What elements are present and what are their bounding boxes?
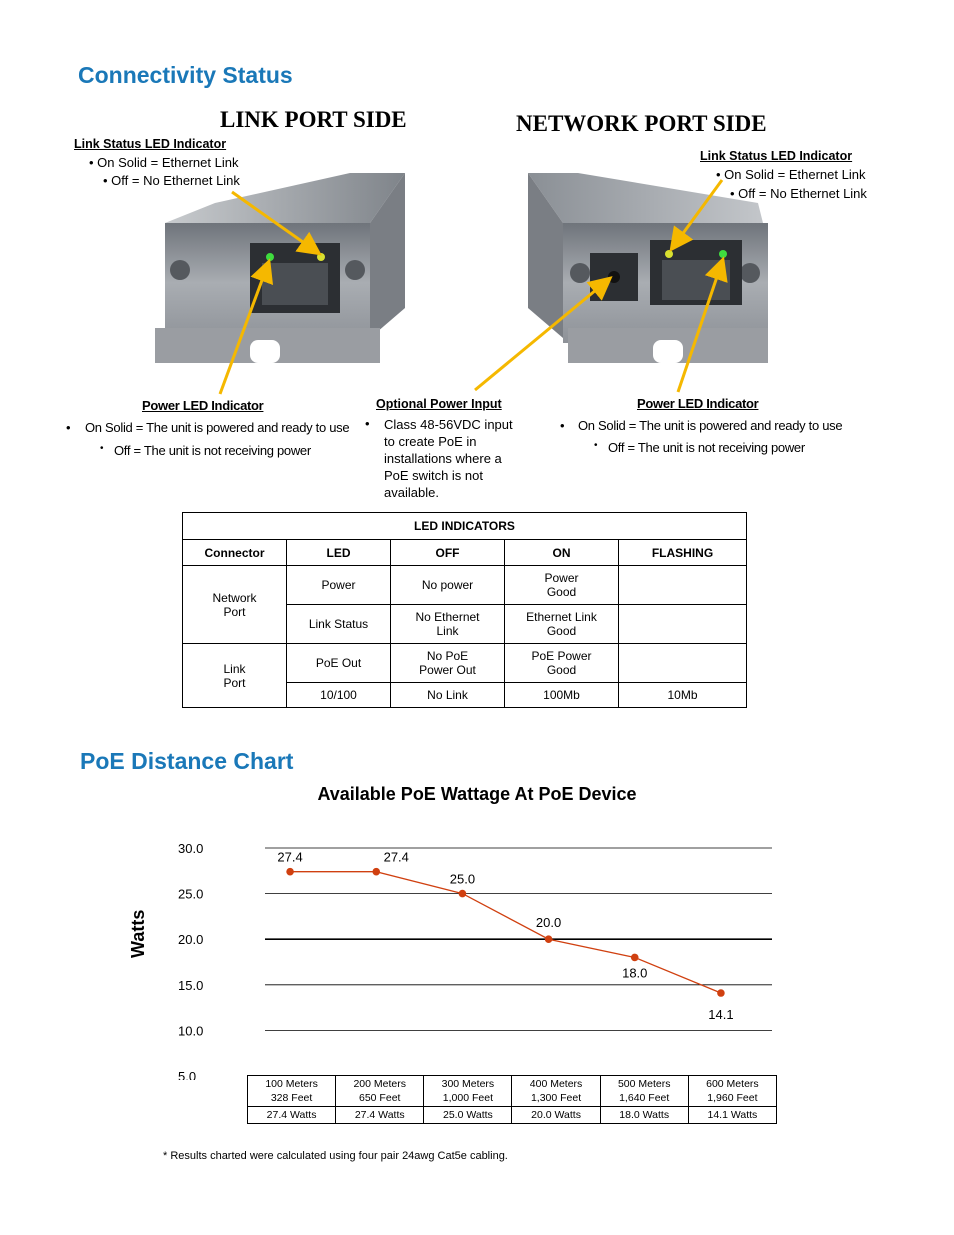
optional-power-input-heading: Optional Power Input: [376, 397, 502, 411]
led-table-link-port: Link Port: [183, 644, 287, 708]
data-label: 14.1: [708, 1007, 734, 1023]
table-cell: PoE Out: [287, 644, 391, 683]
wattage-cell: 27.4 Watts: [248, 1107, 336, 1124]
link-port-side-title: LINK PORT SIDE: [220, 107, 407, 132]
table-cell: No power: [391, 566, 505, 605]
table-cell: 10/100: [287, 683, 391, 708]
data-point: [631, 954, 639, 962]
y-tick-label: 25.0: [178, 886, 204, 902]
data-label: 18.0: [622, 965, 648, 981]
data-point: [717, 989, 725, 997]
data-label: 20.0: [535, 915, 562, 931]
led-indicators-table: [182, 512, 747, 708]
table-row: [248, 1107, 777, 1124]
data-label: 27.4: [383, 849, 409, 865]
led-table-header-connector: Connector: [183, 540, 287, 566]
led-table-network-port: Network Port: [183, 566, 287, 644]
led-table-header-on: ON: [505, 540, 619, 566]
x-category-label: 400 Meters 1,300 Feet: [512, 1076, 600, 1107]
led-table-title: LED INDICATORS: [183, 513, 747, 540]
distance-table: [247, 1075, 777, 1124]
chart-title: Available PoE Wattage At PoE Device: [317, 784, 637, 804]
link-side-power-bullet-2: •: [100, 443, 104, 454]
poe-wattage-line-chart: [0, 830, 954, 1080]
chart-y-axis-label: Watts: [128, 909, 148, 958]
table-cell: 100Mb: [505, 683, 619, 708]
data-label: 27.4: [277, 849, 303, 865]
table-cell: No PoE Power Out: [391, 644, 505, 683]
link-side-power-led-line-2: Off = The unit is not receiving power: [114, 443, 311, 458]
x-category-label: 500 Meters 1,640 Feet: [600, 1076, 688, 1107]
table-cell: [619, 644, 747, 683]
network-side-link-led-line-1: • On Solid = Ethernet Link: [716, 167, 866, 182]
network-side-power-bullet-2: •: [594, 440, 598, 451]
optional-power-input-text: Class 48-56VDC input to create PoE in installations where a PoE switch is not available.: [384, 417, 513, 500]
y-tick-label: 20.0: [178, 932, 204, 948]
link-side-link-led-heading: Link Status LED Indicator: [74, 137, 227, 151]
led-table-header-off: OFF: [391, 540, 505, 566]
wattage-cell: 27.4 Watts: [336, 1107, 424, 1124]
data-point: [372, 868, 380, 876]
table-cell: Power: [287, 566, 391, 605]
x-category-label: 100 Meters 328 Feet: [248, 1076, 336, 1107]
table-cell: No Link: [391, 683, 505, 708]
y-tick-label: 15.0: [178, 977, 204, 993]
y-tick-label: 5.0: [178, 1069, 197, 1080]
data-point: [286, 868, 294, 876]
network-side-power-bullet-1: •: [560, 418, 565, 433]
link-side-power-led-heading: Power LED Indicator: [142, 398, 264, 413]
table-cell: [619, 566, 747, 605]
network-side-link-led-heading: Link Status LED Indicator: [700, 149, 853, 163]
optional-power-bullet: •: [365, 416, 370, 431]
series-line: [290, 872, 721, 993]
table-cell: Ethernet Link Good: [505, 605, 619, 644]
wattage-cell: 18.0 Watts: [600, 1107, 688, 1124]
connectivity-status-title: Connectivity Status: [78, 62, 293, 88]
table-cell: Link Status: [287, 605, 391, 644]
table-cell: 10Mb: [619, 683, 747, 708]
table-cell: No Ethernet Link: [391, 605, 505, 644]
chart-footnote: * Results charted were calculated using four pair 24awg Cat5e cabling.: [163, 1150, 508, 1162]
wattage-cell: 25.0 Watts: [424, 1107, 512, 1124]
network-port-side-title: NETWORK PORT SIDE: [516, 111, 767, 136]
x-category-label: 600 Meters 1,960 Feet: [688, 1076, 776, 1107]
data-label: 25.0: [449, 871, 476, 887]
table-cell: [619, 605, 747, 644]
led-table-header-flashing: FLASHING: [619, 540, 747, 566]
table-row: [183, 566, 747, 605]
network-side-link-led-line-2: • Off = No Ethernet Link: [730, 186, 867, 201]
wattage-cell: 14.1 Watts: [688, 1107, 776, 1124]
wattage-cell: 20.0 Watts: [512, 1107, 600, 1124]
link-side-link-led-line-2: • Off = No Ethernet Link: [103, 173, 240, 188]
table-cell: Power Good: [505, 566, 619, 605]
x-category-label: 200 Meters 650 Feet: [336, 1076, 424, 1107]
link-side-power-led-line-1: On Solid = The unit is powered and ready to use: [85, 420, 350, 435]
y-tick-label: 30.0: [178, 841, 204, 856]
network-side-power-led-line-2: Off = The unit is not receiving power: [608, 440, 805, 455]
network-side-power-led-line-1: On Solid = The unit is powered and ready to use: [578, 418, 843, 433]
poe-distance-chart-title: PoE Distance Chart: [80, 748, 294, 774]
table-cell: PoE Power Good: [505, 644, 619, 683]
data-point: [545, 935, 553, 943]
link-side-link-led-line-1: • On Solid = Ethernet Link: [89, 155, 239, 170]
network-side-power-led-heading: Power LED Indicator: [637, 396, 759, 411]
link-side-power-bullet-1: •: [66, 420, 71, 435]
table-row: [183, 644, 747, 683]
table-row: [248, 1076, 777, 1107]
y-tick-label: 10.0: [178, 1023, 204, 1039]
x-category-label: 300 Meters 1,000 Feet: [424, 1076, 512, 1107]
data-point: [459, 890, 467, 898]
led-table-header-led: LED: [287, 540, 391, 566]
